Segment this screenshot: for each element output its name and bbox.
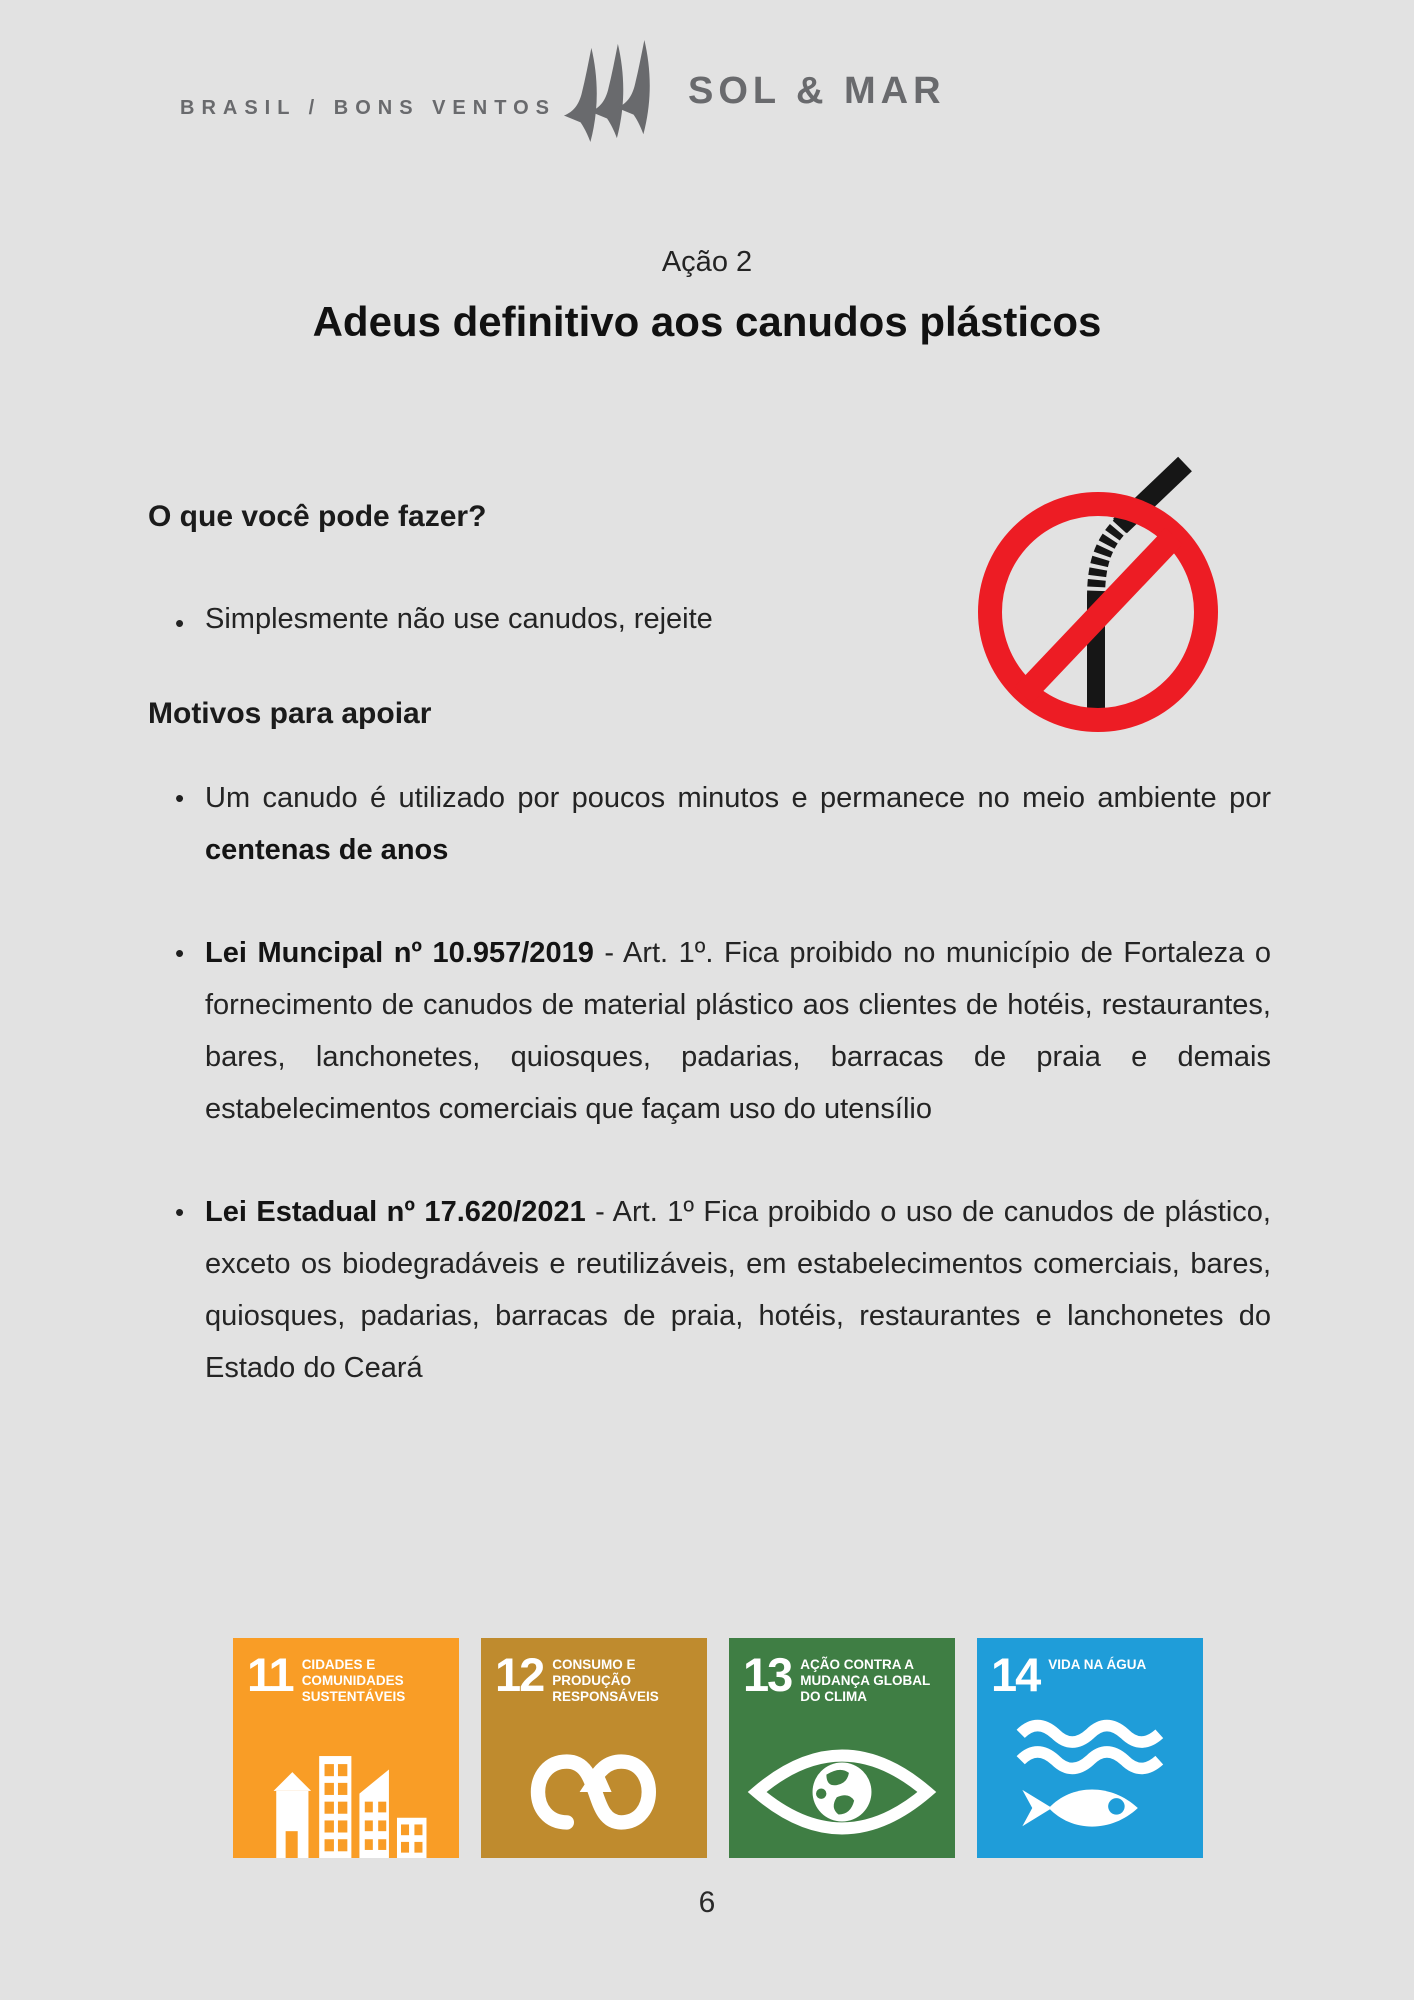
sdg-tile-row: [233, 1638, 1203, 1858]
bullet-icon: •: [175, 783, 185, 813]
sdg-tile-13: [729, 1638, 955, 1858]
list-item-text: Simplesmente não use canudos, rejeite: [205, 603, 713, 635]
bullet-icon: •: [175, 608, 185, 638]
city-buildings-icon: [233, 1748, 459, 1858]
reason-text-bold: Lei Estadual nº 17.620/2021: [205, 1196, 586, 1228]
list-item: [175, 1186, 1271, 1394]
reason-paragraph: [205, 1186, 1271, 1394]
sdg-label: CONSUMO E PRODUÇÃO RESPONSÁVEIS: [552, 1657, 659, 1705]
sdg-label: VIDA NA ÁGUA: [1048, 1657, 1147, 1672]
sdg-label: AÇÃO CONTRA A MUDANÇA GLOBAL DO CLIMA: [800, 1657, 931, 1705]
no-straw-icon: [973, 448, 1227, 740]
reason-text-run: - Art. 1º Fica proibido o uso de canudos de plástico, exceto os biodegradáveis e reutilizáveis, em estabelecimentos comerciais, bares, quiosques, padarias, barracas de praia, hotéis, restaurantes e lanchonetes do Estado do Ceará: [205, 1196, 1271, 1384]
sdg-number: 12: [495, 1648, 544, 1701]
list-item: [175, 927, 1271, 1135]
reason-text-run: - Art. 1º. Fica proibido no município de Fortaleza o fornecimento de canudos de material plástico aos clientes de hotéis, restaurantes, bares, lanchonetes, quiosques, padarias, barracas de praia e demais estabelecimentos comerciais que façam uso do utensílio: [205, 937, 1271, 1125]
reason-text-bold: Lei Muncipal nº 10.957/2019: [205, 937, 594, 969]
reasons-list: [175, 772, 1271, 1445]
sdg-number: 11: [247, 1648, 293, 1701]
brand-left-text: BRASIL / BONS VENTOS: [180, 97, 556, 119]
reason-text-run: Um canudo é utilizado por poucos minutos e permanece no meio ambiente por: [205, 782, 1271, 814]
three-sails-icon: [552, 40, 670, 144]
sdg-number: 14: [991, 1648, 1040, 1701]
sdg-label: CIDADES E COMUNIDADES SUSTENTÁVEIS: [301, 1657, 406, 1705]
list-item: [175, 772, 1271, 876]
reason-text-bold: centenas de anos: [205, 834, 449, 866]
reason-paragraph: [205, 927, 1271, 1135]
sdg-number: 13: [743, 1648, 792, 1701]
reason-paragraph: [205, 772, 1271, 876]
sdg-tile-12: [481, 1638, 707, 1858]
eye-globe-icon: [729, 1740, 955, 1844]
sdg-tile-14: [977, 1638, 1203, 1858]
action-kicker: Ação 2: [661, 246, 753, 278]
waves-fish-icon: [977, 1714, 1203, 1846]
infinity-loop-icon: [481, 1744, 707, 1840]
brand-right-text: SOL & MAR: [688, 70, 946, 112]
bullet-icon: •: [175, 938, 185, 968]
page-number: 6: [698, 1886, 716, 1919]
reasons-heading: Motivos para apoiar: [148, 697, 432, 730]
page-title: Adeus definitivo aos canudos plásticos: [312, 298, 1102, 345]
sdg-tile-11: [233, 1638, 459, 1858]
list-item: [175, 603, 713, 643]
bullet-icon: •: [175, 1197, 185, 1227]
what-you-can-do-heading: O que você pode fazer?: [148, 500, 487, 533]
